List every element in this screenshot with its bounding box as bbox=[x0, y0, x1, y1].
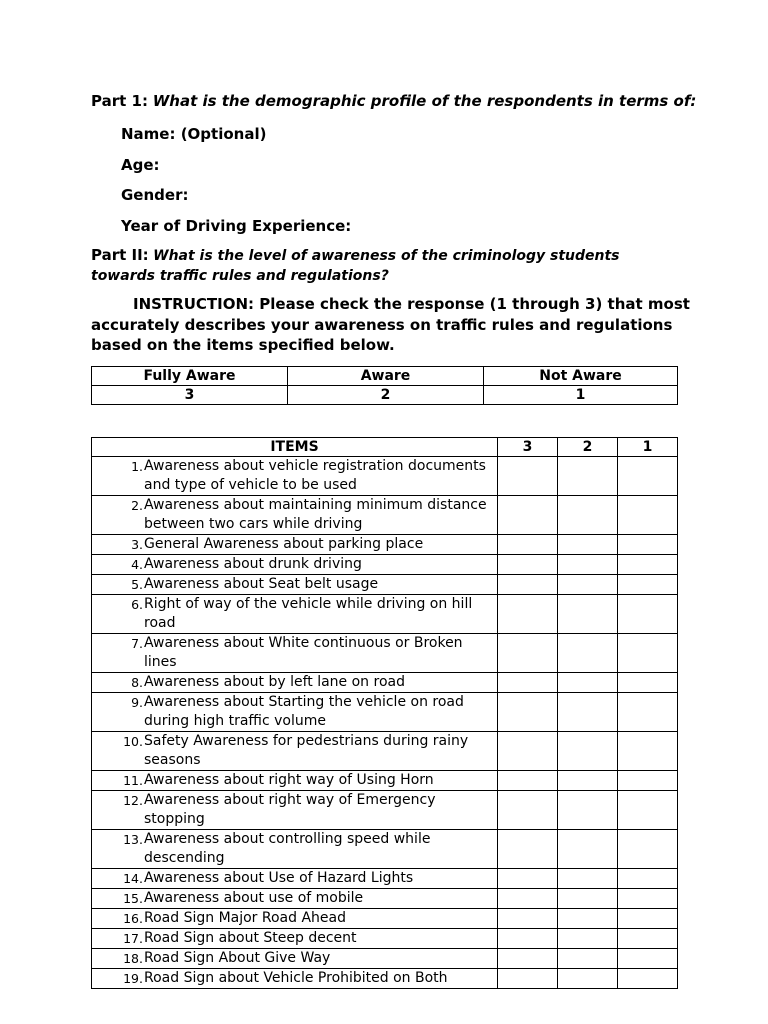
item-cell bbox=[92, 457, 498, 496]
response-cell-2[interactable] bbox=[558, 909, 618, 929]
table-row bbox=[92, 929, 678, 949]
item-cell bbox=[92, 595, 498, 634]
item-cell bbox=[92, 909, 498, 929]
table-row bbox=[92, 595, 678, 634]
item-cell bbox=[92, 673, 498, 693]
response-cell-1[interactable] bbox=[618, 634, 678, 673]
item-text: Road Sign About Give Way bbox=[144, 950, 331, 966]
response-cell-2[interactable] bbox=[558, 535, 618, 555]
item-text: Awareness about drunk driving bbox=[144, 556, 362, 572]
part2-question: What is the level of awareness of the criminology students towards traffic rules and regulations? bbox=[91, 248, 620, 284]
header-1: 1 bbox=[618, 438, 678, 457]
item-cell bbox=[92, 575, 498, 595]
item-number: 8. bbox=[131, 675, 143, 690]
response-cell-1[interactable] bbox=[618, 949, 678, 969]
response-cell-3[interactable] bbox=[498, 595, 558, 634]
items-header: ITEMS bbox=[92, 438, 498, 457]
response-cell-3[interactable] bbox=[498, 693, 558, 732]
item-number: 17. bbox=[123, 931, 143, 946]
response-cell-3[interactable] bbox=[498, 889, 558, 909]
response-cell-1[interactable] bbox=[618, 791, 678, 830]
field-name: Name: (Optional) bbox=[121, 125, 267, 143]
item-number: 12. bbox=[123, 793, 143, 808]
response-cell-3[interactable] bbox=[498, 791, 558, 830]
response-cell-1[interactable] bbox=[618, 535, 678, 555]
response-cell-1[interactable] bbox=[618, 732, 678, 771]
table-row bbox=[92, 830, 678, 869]
response-cell-1[interactable] bbox=[618, 693, 678, 732]
response-cell-2[interactable] bbox=[558, 693, 618, 732]
response-cell-2[interactable] bbox=[558, 929, 618, 949]
field-age: Age: bbox=[121, 156, 160, 174]
item-cell bbox=[92, 949, 498, 969]
table-row bbox=[92, 771, 678, 791]
response-cell-1[interactable] bbox=[618, 909, 678, 929]
response-cell-3[interactable] bbox=[498, 673, 558, 693]
part1-label: Part 1: bbox=[91, 92, 148, 110]
item-cell bbox=[92, 830, 498, 869]
item-number: 16. bbox=[123, 911, 143, 926]
response-cell-3[interactable] bbox=[498, 555, 558, 575]
table-row bbox=[92, 457, 678, 496]
response-cell-3[interactable] bbox=[498, 830, 558, 869]
item-cell bbox=[92, 869, 498, 889]
item-text: Awareness about use of mobile bbox=[144, 890, 364, 906]
item-cell bbox=[92, 791, 498, 830]
response-cell-1[interactable] bbox=[618, 496, 678, 535]
response-cell-2[interactable] bbox=[558, 771, 618, 791]
item-number: 6. bbox=[131, 597, 143, 612]
header-2: 2 bbox=[558, 438, 618, 457]
response-cell-2[interactable] bbox=[558, 634, 618, 673]
table-row bbox=[92, 496, 678, 535]
response-cell-2[interactable] bbox=[558, 673, 618, 693]
item-text: Safety Awareness for pedestrians during rainy seasons bbox=[144, 733, 469, 768]
item-number: 9. bbox=[131, 695, 143, 710]
item-text: Awareness about Seat belt usage bbox=[144, 576, 379, 592]
table-row bbox=[92, 535, 678, 555]
item-text: General Awareness about parking place bbox=[144, 536, 424, 552]
item-text: Awareness about right way of Using Horn bbox=[144, 772, 434, 788]
item-text: Awareness about vehicle registration documents and type of vehicle to be used bbox=[144, 458, 486, 493]
scale-value-2: 2 bbox=[288, 386, 484, 405]
table-row bbox=[92, 673, 678, 693]
response-cell-2[interactable] bbox=[558, 575, 618, 595]
response-cell-2[interactable] bbox=[558, 949, 618, 969]
item-cell bbox=[92, 889, 498, 909]
response-cell-1[interactable] bbox=[618, 771, 678, 791]
part2-label: Part II: bbox=[91, 246, 149, 264]
item-text: Awareness about controlling speed while descending bbox=[144, 831, 431, 866]
item-number: 5. bbox=[131, 577, 143, 592]
item-number: 3. bbox=[131, 537, 143, 552]
response-cell-3[interactable] bbox=[498, 969, 558, 989]
item-number: 4. bbox=[131, 557, 143, 572]
response-cell-1[interactable] bbox=[618, 595, 678, 634]
response-cell-1[interactable] bbox=[618, 869, 678, 889]
response-cell-2[interactable] bbox=[558, 457, 618, 496]
item-text: Road Sign about Steep decent bbox=[144, 930, 357, 946]
item-text: Awareness about White continuous or Broken lines bbox=[144, 635, 463, 670]
response-cell-2[interactable] bbox=[558, 496, 618, 535]
header-3: 3 bbox=[498, 438, 558, 457]
item-cell bbox=[92, 771, 498, 791]
instruction-label: INSTRUCTION: bbox=[133, 295, 255, 313]
item-text: Right of way of the vehicle while driving on hill road bbox=[144, 596, 473, 631]
response-cell-3[interactable] bbox=[498, 575, 558, 595]
response-cell-2[interactable] bbox=[558, 732, 618, 771]
response-cell-3[interactable] bbox=[498, 457, 558, 496]
table-row bbox=[92, 969, 678, 989]
scale-value-3: 3 bbox=[92, 386, 288, 405]
response-cell-3[interactable] bbox=[498, 929, 558, 949]
response-cell-2[interactable] bbox=[558, 969, 618, 989]
item-number: 14. bbox=[123, 871, 143, 886]
response-cell-1[interactable] bbox=[618, 575, 678, 595]
rating-scale-table bbox=[91, 366, 678, 405]
instruction-text: Please check the response (1 through 3) that most accurately describes your awareness on traffic rules and regulations based on the items specified below. bbox=[91, 295, 690, 354]
items-table bbox=[91, 437, 678, 989]
response-cell-1[interactable] bbox=[618, 830, 678, 869]
item-cell bbox=[92, 969, 498, 989]
item-cell bbox=[92, 535, 498, 555]
part1-heading bbox=[91, 92, 696, 110]
scale-value-1: 1 bbox=[484, 386, 678, 405]
table-row bbox=[92, 693, 678, 732]
item-text: Awareness about maintaining minimum distance between two cars while driving bbox=[144, 497, 487, 532]
table-row bbox=[92, 575, 678, 595]
response-cell-3[interactable] bbox=[498, 732, 558, 771]
item-text: Awareness about by left lane on road bbox=[144, 674, 405, 690]
response-cell-3[interactable] bbox=[498, 535, 558, 555]
response-cell-1[interactable] bbox=[618, 889, 678, 909]
item-cell bbox=[92, 929, 498, 949]
item-cell bbox=[92, 496, 498, 535]
item-number: 11. bbox=[123, 773, 143, 788]
table-row bbox=[92, 949, 678, 969]
table-row bbox=[92, 732, 678, 771]
table-row bbox=[92, 791, 678, 830]
response-cell-2[interactable] bbox=[558, 830, 618, 869]
table-row bbox=[92, 634, 678, 673]
part1-question: What is the demographic profile of the respondents in terms of: bbox=[152, 92, 697, 110]
response-cell-1[interactable] bbox=[618, 457, 678, 496]
response-cell-2[interactable] bbox=[558, 869, 618, 889]
response-cell-2[interactable] bbox=[558, 889, 618, 909]
table-row bbox=[92, 889, 678, 909]
scale-header-fully-aware: Fully Aware bbox=[92, 367, 288, 386]
item-number: 7. bbox=[131, 636, 143, 651]
response-cell-3[interactable] bbox=[498, 634, 558, 673]
item-cell bbox=[92, 634, 498, 673]
scale-header-not-aware: Not Aware bbox=[484, 367, 678, 386]
response-cell-3[interactable] bbox=[498, 949, 558, 969]
field-driving-experience: Year of Driving Experience: bbox=[121, 217, 352, 235]
item-number: 13. bbox=[123, 832, 143, 847]
response-cell-2[interactable] bbox=[558, 595, 618, 634]
response-cell-3[interactable] bbox=[498, 771, 558, 791]
item-number: 1. bbox=[131, 459, 143, 474]
response-cell-1[interactable] bbox=[618, 555, 678, 575]
item-text: Awareness about Starting the vehicle on road during high traffic volume bbox=[144, 694, 464, 729]
item-text: Road Sign Major Road Ahead bbox=[144, 910, 346, 926]
response-cell-1[interactable] bbox=[618, 673, 678, 693]
field-gender: Gender: bbox=[121, 186, 189, 204]
table-row bbox=[92, 555, 678, 575]
item-text: Road Sign about Vehicle Prohibited on Both bbox=[144, 970, 448, 986]
response-cell-3[interactable] bbox=[498, 496, 558, 535]
response-cell-2[interactable] bbox=[558, 791, 618, 830]
item-number: 19. bbox=[123, 971, 143, 986]
item-cell bbox=[92, 732, 498, 771]
item-number: 15. bbox=[123, 891, 143, 906]
response-cell-2[interactable] bbox=[558, 555, 618, 575]
response-cell-3[interactable] bbox=[498, 909, 558, 929]
part2-heading bbox=[91, 245, 681, 286]
item-number: 18. bbox=[123, 951, 143, 966]
table-row bbox=[92, 909, 678, 929]
table-row bbox=[92, 869, 678, 889]
item-number: 10. bbox=[123, 734, 143, 749]
response-cell-3[interactable] bbox=[498, 869, 558, 889]
scale-header-aware: Aware bbox=[288, 367, 484, 386]
response-cell-1[interactable] bbox=[618, 929, 678, 949]
item-cell bbox=[92, 693, 498, 732]
item-text: Awareness about right way of Emergency stopping bbox=[144, 792, 436, 827]
instruction-paragraph bbox=[91, 294, 691, 356]
item-cell bbox=[92, 555, 498, 575]
item-number: 2. bbox=[131, 498, 143, 513]
response-cell-1[interactable] bbox=[618, 969, 678, 989]
item-text: Awareness about Use of Hazard Lights bbox=[144, 870, 414, 886]
